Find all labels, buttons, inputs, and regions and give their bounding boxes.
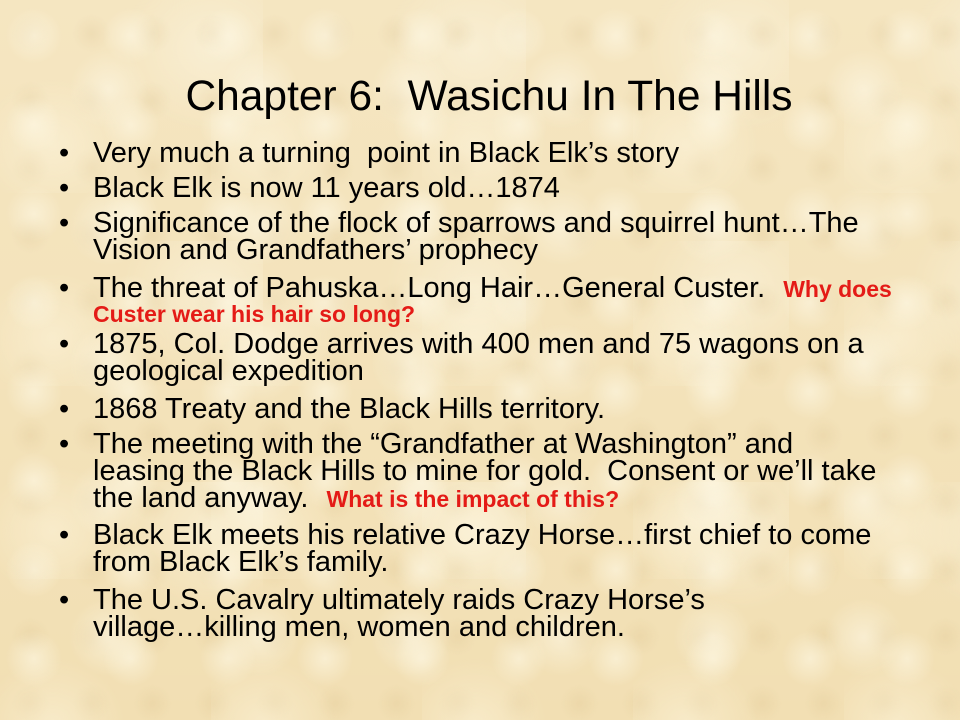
bullet-text: Black Elk is now 11 years old…1874 — [93, 172, 560, 204]
question-note: What is the impact of this? — [326, 486, 620, 512]
bullet-dot-icon — [59, 210, 69, 237]
bullet-list — [93, 0, 953, 720]
bullet-dot-icon — [59, 587, 69, 614]
bullet-text: Black Elk meets his relative Crazy Horse…first chief to come from Black Elk’s family. — [93, 519, 872, 578]
bullet-text: The U.S. Cavalry ultimately raids Crazy Horse’s village…killing men, women and children. — [93, 584, 705, 643]
bullet-item — [93, 428, 953, 514]
bullet-dot-icon — [59, 431, 69, 458]
bullet-dot-icon — [59, 522, 69, 549]
bullet-item — [93, 584, 953, 643]
bullet-item — [93, 137, 953, 169]
bullet-text: The threat of Pahuska…Long Hair…General Custer. — [93, 272, 766, 304]
bullet-dot-icon — [59, 331, 69, 358]
bullet-dot-icon — [59, 275, 69, 302]
bullet-dot-icon — [59, 175, 69, 202]
question-note: Why does Custer wear his hair so long? — [93, 276, 892, 327]
bullet-item — [93, 207, 953, 266]
bullet-dot-icon — [59, 140, 69, 167]
bullet-item — [93, 328, 953, 387]
bullet-item — [93, 519, 953, 578]
bullet-text: 1875, Col. Dodge arrives with 400 men and 75 wagons on a geological expedition — [93, 328, 864, 387]
bullet-dot-icon — [59, 396, 69, 423]
bullet-text: 1868 Treaty and the Black Hills territory. — [93, 393, 606, 425]
bullet-text: The meeting with the “Grandfather at Washington” and leasing the Black Hills to mine for gold. Consent or we’ll take the land anyway. — [93, 428, 877, 514]
slide-title: Chapter 6: Wasichu In The Hills — [185, 73, 793, 120]
bullet-item — [93, 272, 953, 327]
bullet-text: Very much a turning point in Black Elk’s story — [93, 137, 680, 169]
bullet-text: Significance of the flock of sparrows and squirrel hunt…The Vision and Grandfathers’ prophecy — [93, 207, 859, 266]
bullet-item — [93, 172, 953, 204]
bullet-item — [93, 393, 953, 425]
